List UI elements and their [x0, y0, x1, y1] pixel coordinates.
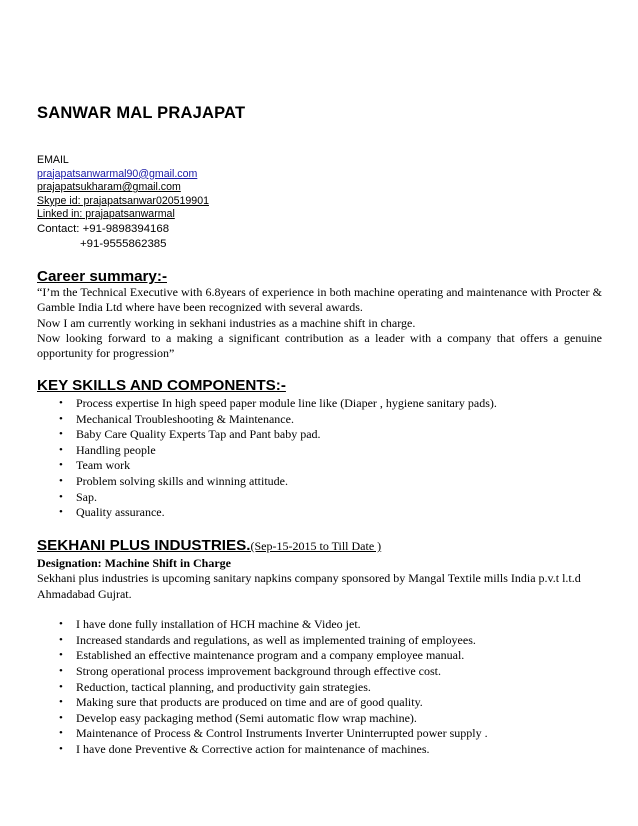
contact-phone-2: +91-9555862385: [80, 237, 167, 250]
list-item: [37, 617, 602, 633]
contact-block: [37, 154, 209, 252]
bullet-icon: •: [59, 680, 63, 693]
responsibility-text: I have done Preventive & Corrective action for maintenance of machines.: [76, 741, 430, 756]
company-description: Sekhani plus industries is upcoming sanitary napkins company sponsored by Mangal Textile mills India p.v.t l.t.d Ahmadabad Gujrat.: [37, 571, 581, 601]
key-skills-section: [37, 377, 602, 521]
bullet-icon: •: [59, 459, 63, 472]
list-item: [37, 427, 602, 443]
bullet-icon: •: [59, 742, 63, 755]
responsibility-text: I have done fully installation of HCH machine & Video jet.: [76, 617, 361, 632]
list-item: [37, 695, 602, 711]
bullet-icon: •: [59, 428, 63, 441]
bullet-icon: •: [59, 696, 63, 709]
career-summary-heading: Career summary:-: [37, 268, 167, 285]
list-item: [37, 680, 602, 696]
summary-paragraph: Now looking forward to a making a significant contribution as a leader with a company that offers a genuine opportunity for progression”: [37, 330, 602, 361]
skill-text: Sap.: [76, 489, 97, 504]
summary-paragraph: “I’m the Technical Executive with 6.8years of experience in both machine operating and maintenance with Procter & Gamble India Ltd where have been recognized with several awards.: [37, 285, 602, 315]
key-skills-heading: KEY SKILLS AND COMPONENTS:-: [37, 377, 286, 394]
candidate-name: SANWAR MAL PRAJAPAT: [37, 104, 246, 122]
skill-text: Quality assurance.: [76, 505, 165, 520]
list-item: [37, 458, 602, 474]
list-item: [37, 443, 602, 459]
list-item: [37, 711, 602, 727]
designation: Designation: Machine Shift in Charge: [37, 556, 232, 570]
list-item: [37, 412, 602, 428]
skill-text: Baby Care Quality Experts Tap and Pant baby pad.: [76, 427, 321, 442]
list-item: [37, 726, 602, 742]
bullet-icon: •: [59, 649, 63, 662]
bullet-icon: •: [59, 443, 63, 456]
responsibility-text: Making sure that products are produced on time and are of good quality.: [76, 695, 423, 710]
employment-dates: (Sep-15-2015 to Till Date ): [250, 539, 382, 553]
bullet-icon: •: [59, 633, 63, 646]
responsibility-text: Strong operational process improvement background through effective cost.: [76, 664, 442, 678]
bullet-icon: •: [59, 412, 63, 425]
list-item: [37, 664, 602, 680]
bullet-icon: •: [59, 506, 63, 519]
bullet-icon: •: [59, 474, 63, 487]
skills-list: [37, 396, 602, 521]
list-item: [37, 474, 602, 490]
company-heading: [37, 537, 602, 554]
email-secondary: prajapatsukharam@gmail.com: [37, 181, 181, 194]
skype-id: Skype id: prajapatsanwar020519901: [37, 194, 209, 207]
list-item: [37, 505, 602, 521]
skill-text: Team work: [76, 458, 131, 473]
skill-text: Problem solving skills and winning attitude.: [76, 473, 288, 488]
bullet-icon: •: [59, 665, 63, 677]
email-label: EMAIL: [37, 154, 69, 166]
bullet-icon: •: [59, 711, 63, 724]
bullet-icon: •: [59, 618, 63, 631]
list-item: [37, 648, 602, 664]
responsibility-text: Reduction, tactical planning, and productivity gain strategies.: [76, 679, 371, 694]
contact-phone-1: Contact: +91-9898394168: [37, 222, 170, 235]
responsibility-text: Increased standards and regulations, as well as implemented training of employees.: [76, 632, 476, 647]
career-summary-section: [37, 268, 602, 361]
skill-text: Mechanical Troubleshooting & Maintenance.: [76, 411, 294, 426]
list-item: [37, 742, 602, 758]
list-item: [37, 490, 602, 506]
bullet-icon: •: [59, 397, 63, 409]
summary-paragraph: Now I am currently working in sekhani industries as a machine shift in charge.: [37, 315, 416, 330]
responsibility-text: Develop easy packaging method (Semi automatic flow wrap machine).: [76, 710, 417, 725]
email-primary-link[interactable]: prajapatsanwarmal90@gmail.com: [37, 167, 198, 180]
skill-text: Process expertise In high speed paper module line like (Diaper , hygiene sanitary pads).: [76, 396, 497, 410]
bullet-icon: •: [59, 490, 63, 503]
responsibility-text: Established an effective maintenance program and a company employee manual.: [76, 648, 465, 663]
linkedin-id: Linked in: prajapatsanwarmal: [37, 208, 175, 221]
list-item: [37, 396, 602, 412]
bullet-icon: •: [59, 727, 63, 740]
responsibilities-list: [37, 617, 602, 757]
list-item: [37, 633, 602, 649]
company-section: [37, 537, 602, 758]
skill-text: Handling people: [76, 442, 156, 457]
company-name: SEKHANI PLUS INDUSTRIES.: [37, 537, 251, 554]
responsibility-text: Maintenance of Process & Control Instruments Inverter Uninterrupted power supply .: [76, 726, 488, 741]
